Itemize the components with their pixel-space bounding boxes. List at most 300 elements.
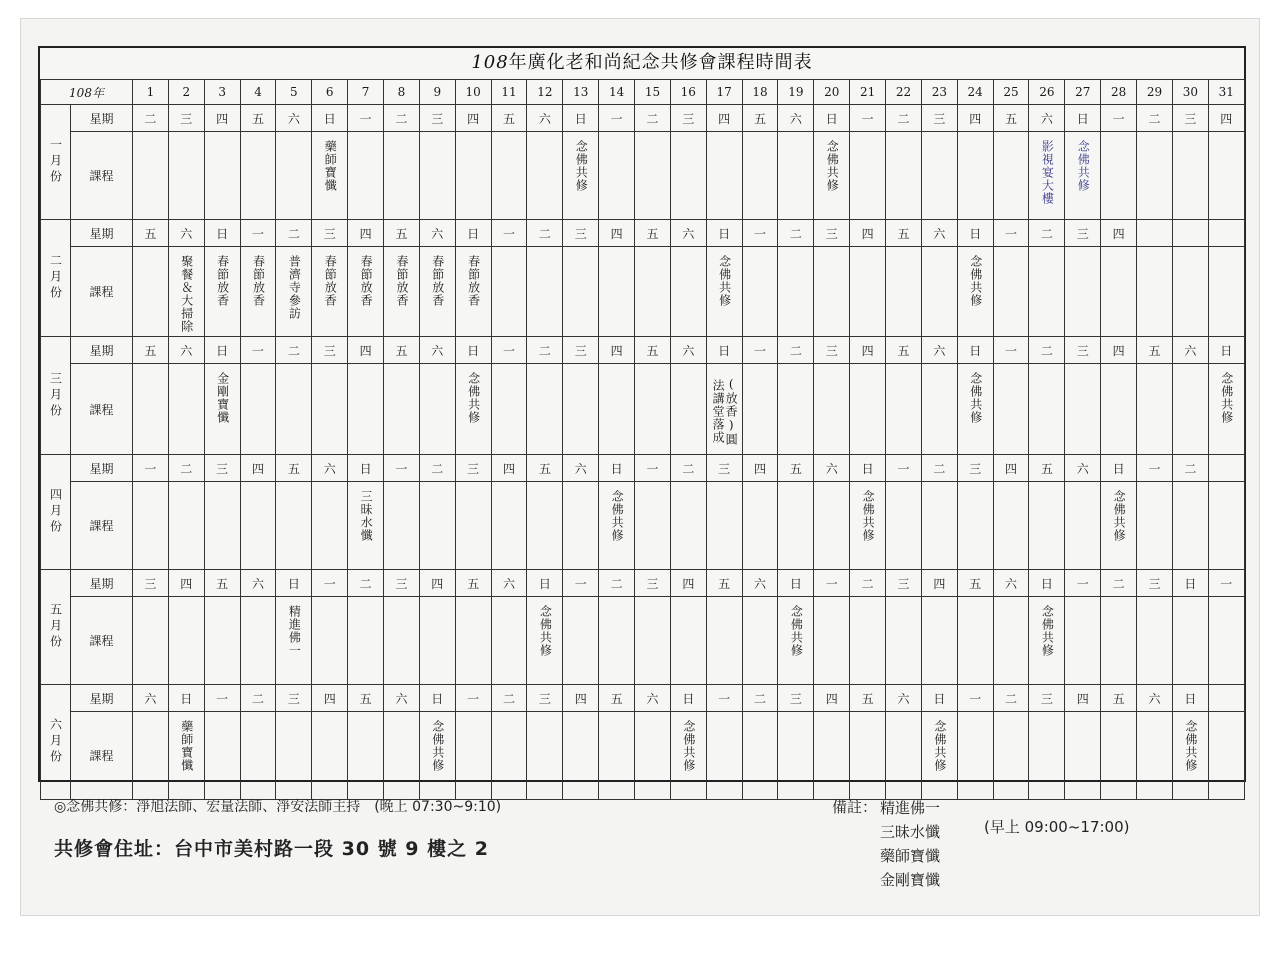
course-cell [1101, 712, 1137, 800]
course-entry: 精進佛一 [287, 605, 302, 657]
weekday-cell: 三 [957, 455, 993, 482]
course-cell [635, 132, 671, 220]
course-cell [742, 364, 778, 455]
weekday-cell: 一 [993, 220, 1029, 247]
month-label: 一月份 [41, 105, 71, 220]
weekday-cell: 四 [312, 685, 348, 712]
weekday-cell: 一 [204, 685, 240, 712]
course-row [41, 712, 1245, 800]
weekday-cell: 三 [563, 337, 599, 364]
course-cell [204, 597, 240, 685]
course-cell [527, 247, 563, 337]
weekday-cell: 三 [384, 570, 420, 597]
weekday-cell: 日 [276, 570, 312, 597]
day-number: 5 [276, 80, 312, 105]
weekday-cell: 二 [850, 570, 886, 597]
month-label: 五月份 [41, 570, 71, 685]
weekday-cell: 二 [993, 685, 1029, 712]
course-cell [1208, 482, 1244, 570]
course-cell [886, 364, 922, 455]
weekday-cell: 六 [1029, 105, 1065, 132]
weekday-row-label: 星期 [71, 337, 133, 364]
course-cell [993, 132, 1029, 220]
course-cell [1101, 482, 1137, 570]
course-cell [850, 712, 886, 800]
weekday-cell: 一 [635, 455, 671, 482]
course-cell [240, 132, 276, 220]
course-cell [276, 364, 312, 455]
course-cell [886, 132, 922, 220]
schedule-frame [38, 46, 1246, 782]
weekday-cell: 六 [527, 105, 563, 132]
weekday-cell: 日 [527, 570, 563, 597]
weekday-cell: 三 [312, 220, 348, 247]
weekday-cell: 五 [133, 337, 169, 364]
weekday-cell: 二 [1137, 105, 1173, 132]
weekday-cell: 日 [957, 220, 993, 247]
course-cell [886, 597, 922, 685]
course-cell [348, 482, 384, 570]
weekday-cell: 五 [527, 455, 563, 482]
course-cell [706, 597, 742, 685]
course-entry: 念佛共修 [861, 490, 876, 542]
course-cell [455, 364, 491, 455]
course-cell [1101, 597, 1137, 685]
weekday-cell: 四 [1208, 105, 1244, 132]
course-cell [491, 712, 527, 800]
course-cell [133, 597, 169, 685]
weekday-cell: 四 [706, 105, 742, 132]
course-cell [240, 712, 276, 800]
weekday-cell: 五 [455, 570, 491, 597]
weekday-cell: 一 [886, 455, 922, 482]
weekday-cell: 日 [778, 570, 814, 597]
course-row-label: 課程 [71, 712, 133, 800]
course-row-label: 課程 [71, 132, 133, 220]
weekday-cell: 三 [133, 570, 169, 597]
weekday-cell: 一 [384, 455, 420, 482]
chanting-host-note: ◎念佛共修：淨旭法師、宏量法師、淨安法師主持 (晚上 07:30~9:10) [54, 799, 502, 815]
course-entry: 念佛共修 [717, 255, 732, 307]
course-cell [348, 364, 384, 455]
weekday-cell: 三 [419, 105, 455, 132]
weekday-cell: 一 [491, 220, 527, 247]
course-row-label: 課程 [71, 482, 133, 570]
weekday-cell: 四 [957, 105, 993, 132]
weekday-row-label: 星期 [71, 570, 133, 597]
course-cell [814, 712, 850, 800]
weekday-cell: 二 [1172, 455, 1208, 482]
course-cell [133, 132, 169, 220]
weekday-cell: 五 [706, 570, 742, 597]
weekday-cell: 五 [491, 105, 527, 132]
weekday-cell: 一 [599, 105, 635, 132]
course-cell [168, 712, 204, 800]
course-cell [168, 132, 204, 220]
weekday-cell: 二 [886, 105, 922, 132]
course-row-label: 課程 [71, 364, 133, 455]
course-cell [706, 132, 742, 220]
course-entry: 春節放香 [394, 255, 409, 307]
course-cell [491, 597, 527, 685]
weekday-cell: 三 [1137, 570, 1173, 597]
course-cell [850, 364, 886, 455]
course-cell [563, 597, 599, 685]
weekday-cell: 五 [635, 220, 671, 247]
course-cell [276, 712, 312, 800]
weekday-cell: 日 [706, 220, 742, 247]
weekday-cell: 三 [1029, 685, 1065, 712]
course-cell [706, 712, 742, 800]
remark-time: (早上 09:00~17:00) [984, 818, 1130, 836]
weekday-cell: 一 [850, 105, 886, 132]
weekday-cell: 四 [993, 455, 1029, 482]
day-number: 2 [168, 80, 204, 105]
weekday-cell: 日 [957, 337, 993, 364]
course-cell [670, 364, 706, 455]
weekday-cell: 日 [1172, 570, 1208, 597]
course-cell [1172, 482, 1208, 570]
course-cell [635, 597, 671, 685]
course-entry: 念佛共修 [1112, 490, 1127, 542]
weekday-cell: 二 [778, 337, 814, 364]
course-cell [276, 597, 312, 685]
weekday-cell: 四 [348, 220, 384, 247]
day-number: 21 [850, 80, 886, 105]
weekday-cell [1172, 220, 1208, 247]
course-cell [168, 247, 204, 337]
course-cell [957, 482, 993, 570]
weekday-cell: 二 [527, 337, 563, 364]
course-cell [599, 132, 635, 220]
course-cell [670, 247, 706, 337]
course-cell [886, 482, 922, 570]
weekday-cell: 二 [348, 570, 384, 597]
course-entry: 念佛共修 [1219, 372, 1234, 424]
course-row-label: 課程 [71, 597, 133, 685]
course-cell [419, 482, 455, 570]
course-cell [921, 364, 957, 455]
background-strip [0, 920, 1280, 960]
weekday-cell: 一 [1101, 105, 1137, 132]
course-cell [706, 364, 742, 455]
course-cell [1065, 132, 1101, 220]
day-number: 10 [455, 80, 491, 105]
weekday-cell: 一 [742, 220, 778, 247]
course-entry: (放香)圓法講堂落成 [711, 377, 739, 446]
course-row-label: 課程 [71, 247, 133, 337]
weekday-cell: 六 [419, 337, 455, 364]
day-number: 24 [957, 80, 993, 105]
course-cell [419, 597, 455, 685]
course-cell [814, 364, 850, 455]
course-row [41, 364, 1245, 455]
weekday-cell: 日 [1029, 570, 1065, 597]
weekday-row-label: 星期 [71, 220, 133, 247]
course-cell [993, 364, 1029, 455]
weekday-cell: 一 [957, 685, 993, 712]
course-cell [204, 712, 240, 800]
course-entry: 春節放香 [215, 255, 230, 307]
course-cell [599, 247, 635, 337]
course-cell [1101, 247, 1137, 337]
weekday-cell: 五 [240, 105, 276, 132]
course-cell [957, 364, 993, 455]
weekday-cell: 三 [706, 455, 742, 482]
day-number: 8 [384, 80, 420, 105]
course-cell [850, 247, 886, 337]
course-cell [1172, 364, 1208, 455]
course-cell [384, 364, 420, 455]
day-number: 11 [491, 80, 527, 105]
weekday-cell: 二 [491, 685, 527, 712]
weekday-row-label: 星期 [71, 105, 133, 132]
course-cell [778, 247, 814, 337]
schedule-table [40, 79, 1245, 800]
course-cell [455, 482, 491, 570]
weekday-cell: 二 [635, 105, 671, 132]
weekday-cell: 一 [312, 570, 348, 597]
course-cell [814, 482, 850, 570]
course-cell [1137, 482, 1173, 570]
course-entry: 念佛共修 [538, 605, 553, 657]
weekday-cell: 六 [778, 105, 814, 132]
course-entry: 影視宴大樓 [1040, 140, 1055, 205]
day-number: 15 [635, 80, 671, 105]
weekday-cell: 三 [563, 220, 599, 247]
weekday-cell: 六 [563, 455, 599, 482]
course-cell [635, 364, 671, 455]
weekday-cell: 二 [419, 455, 455, 482]
weekday-cell: 三 [670, 105, 706, 132]
course-cell [527, 597, 563, 685]
course-cell [384, 712, 420, 800]
day-number: 13 [563, 80, 599, 105]
weekday-cell: 二 [240, 685, 276, 712]
weekday-cell: 五 [1029, 455, 1065, 482]
weekday-cell: 五 [1137, 337, 1173, 364]
course-cell [1137, 597, 1173, 685]
course-cell [778, 597, 814, 685]
weekday-cell: 六 [419, 220, 455, 247]
day-number: 30 [1172, 80, 1208, 105]
weekday-cell: 四 [599, 220, 635, 247]
course-entry: 念佛共修 [968, 372, 983, 424]
weekday-cell: 日 [706, 337, 742, 364]
weekday-cell: 四 [1101, 337, 1137, 364]
course-cell [276, 247, 312, 337]
weekday-cell: 四 [563, 685, 599, 712]
weekday-cell: 六 [312, 455, 348, 482]
course-cell [312, 132, 348, 220]
weekday-cell: 四 [850, 337, 886, 364]
weekday-cell: 六 [1172, 337, 1208, 364]
weekday-cell: 六 [670, 337, 706, 364]
course-cell [312, 597, 348, 685]
course-entry: 念佛共修 [466, 372, 481, 424]
course-cell [993, 482, 1029, 570]
weekday-cell: 三 [814, 220, 850, 247]
weekday-cell: 四 [348, 337, 384, 364]
course-cell [1065, 482, 1101, 570]
day-number: 25 [993, 80, 1029, 105]
title-text: 年廣化老和尚紀念共修會課程時間表 [508, 52, 813, 73]
course-cell [1029, 712, 1065, 800]
course-cell [1029, 247, 1065, 337]
weekday-cell: 一 [563, 570, 599, 597]
weekday-cell: 日 [455, 337, 491, 364]
course-entry: 春節放香 [359, 255, 374, 307]
day-number: 4 [240, 80, 276, 105]
day-number: 26 [1029, 80, 1065, 105]
course-cell [527, 712, 563, 800]
weekday-cell: 二 [599, 570, 635, 597]
weekday-cell: 日 [1101, 455, 1137, 482]
month-label: 三月份 [41, 337, 71, 455]
course-cell [527, 482, 563, 570]
weekday-cell: 三 [814, 337, 850, 364]
course-cell [455, 132, 491, 220]
course-cell [419, 247, 455, 337]
course-cell [348, 132, 384, 220]
weekday-cell: 三 [455, 455, 491, 482]
course-entry: 念佛共修 [610, 490, 625, 542]
course-cell [706, 247, 742, 337]
address-note: 共修會住址：台中市美村路一段 30 號 9 樓之 2 [54, 838, 489, 860]
weekday-cell: 五 [635, 337, 671, 364]
weekday-cell: 日 [670, 685, 706, 712]
course-cell [599, 364, 635, 455]
day-number: 12 [527, 80, 563, 105]
course-cell [455, 712, 491, 800]
weekday-cell: 二 [133, 105, 169, 132]
weekday-cell: 二 [921, 455, 957, 482]
weekday-cell: 日 [168, 685, 204, 712]
day-number: 6 [312, 80, 348, 105]
course-cell [778, 364, 814, 455]
remark-item: 三昧水懺 [880, 823, 941, 841]
course-cell [491, 132, 527, 220]
course-cell [957, 597, 993, 685]
course-row [41, 482, 1245, 570]
course-cell [1101, 364, 1137, 455]
weekday-cell: 一 [1208, 570, 1244, 597]
weekday-cell: 三 [635, 570, 671, 597]
weekday-cell: 三 [276, 685, 312, 712]
course-cell [1208, 597, 1244, 685]
weekday-cell: 六 [635, 685, 671, 712]
weekday-row [41, 220, 1245, 247]
day-number: 18 [742, 80, 778, 105]
course-cell [1172, 132, 1208, 220]
weekday-cell: 四 [742, 455, 778, 482]
course-cell [742, 132, 778, 220]
title-year: 108 [471, 52, 509, 73]
weekday-cell: 六 [1065, 455, 1101, 482]
course-entry: 念佛共修 [968, 255, 983, 307]
course-cell [1029, 364, 1065, 455]
course-cell [1208, 247, 1244, 337]
weekday-cell: 日 [348, 455, 384, 482]
course-cell [670, 712, 706, 800]
course-cell [778, 712, 814, 800]
remark-item: 精進佛一 [880, 799, 941, 817]
weekday-cell: 日 [1172, 685, 1208, 712]
course-entry: 藥師寶懺 [323, 140, 338, 192]
weekday-cell: 二 [276, 337, 312, 364]
course-cell [814, 247, 850, 337]
day-number: 16 [670, 80, 706, 105]
course-cell [670, 482, 706, 570]
course-cell [276, 482, 312, 570]
course-cell [312, 712, 348, 800]
course-cell [204, 247, 240, 337]
weekday-row [41, 455, 1245, 482]
weekday-cell: 四 [491, 455, 527, 482]
course-entry: 春節放香 [323, 255, 338, 307]
course-cell [348, 712, 384, 800]
weekday-cell: 三 [527, 685, 563, 712]
course-cell [204, 482, 240, 570]
weekday-cell: 五 [384, 337, 420, 364]
course-cell [921, 132, 957, 220]
day-number: 31 [1208, 80, 1244, 105]
course-cell [133, 482, 169, 570]
course-cell [814, 597, 850, 685]
weekday-cell: 四 [814, 685, 850, 712]
course-cell [886, 247, 922, 337]
weekday-cell: 日 [921, 685, 957, 712]
course-entry: 念佛共修 [574, 140, 589, 192]
course-cell [491, 482, 527, 570]
weekday-cell: 六 [814, 455, 850, 482]
day-number: 20 [814, 80, 850, 105]
course-cell [384, 482, 420, 570]
weekday-cell: 五 [276, 455, 312, 482]
course-cell [312, 247, 348, 337]
day-number: 19 [778, 80, 814, 105]
weekday-cell: 二 [168, 455, 204, 482]
course-cell [384, 597, 420, 685]
course-entry: 藥師寶懺 [179, 720, 194, 772]
course-cell [921, 482, 957, 570]
weekday-cell: 一 [993, 337, 1029, 364]
course-cell [240, 364, 276, 455]
weekday-cell: 四 [599, 337, 635, 364]
course-entry: 金剛寶懺 [215, 372, 230, 424]
weekday-cell: 一 [742, 337, 778, 364]
course-cell [1208, 132, 1244, 220]
weekday-cell: 日 [1065, 105, 1101, 132]
course-cell [133, 712, 169, 800]
weekday-cell: 日 [599, 455, 635, 482]
day-number: 1 [133, 80, 169, 105]
course-cell [384, 247, 420, 337]
course-cell [1137, 364, 1173, 455]
weekday-cell: 三 [1065, 337, 1101, 364]
weekday-cell: 四 [921, 570, 957, 597]
weekday-row-label: 星期 [71, 455, 133, 482]
day-number: 7 [348, 80, 384, 105]
course-cell [599, 482, 635, 570]
course-entry: 普濟寺參訪 [287, 255, 302, 320]
course-cell [1137, 247, 1173, 337]
course-cell [419, 132, 455, 220]
weekday-cell: 六 [1137, 685, 1173, 712]
course-cell [491, 247, 527, 337]
weekday-cell: 一 [240, 337, 276, 364]
weekday-row [41, 570, 1245, 597]
